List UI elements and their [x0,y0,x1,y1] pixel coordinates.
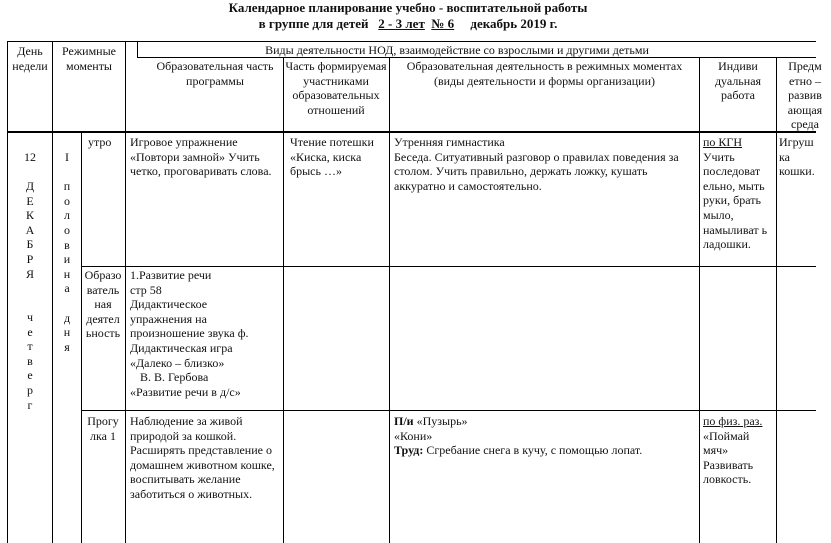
day-weekday-letters [8,310,52,412]
weekday-letter: р [27,382,33,397]
walk-individual [703,414,775,487]
edu-activity-line: 1.Развитие речи [130,268,212,282]
header-individual: Индиви дуальная работа [714,59,762,103]
walk-game-text: «Пузырь» [416,414,468,428]
half-day-letter: и [63,252,71,267]
walk-work-label: Труд: [394,443,424,458]
walk-game-line [394,414,696,429]
half-day-letter: а [64,281,70,296]
walk-individual-text: «Поймай мяч» Развивать ловкость. [703,428,754,487]
weekday-letter: г [27,397,33,412]
half-day-letters [53,150,81,354]
walk-work-line [394,443,696,458]
regime-walk: Прогу лка 1 [87,414,119,443]
weekday-letter: е [27,324,33,339]
walk-edu-part: Наблюдение за живой природой за кошкой. Расширять представление о домашнем животном кошке, воспитывать желание заботиться о животных. [130,414,275,501]
month-letter: А [25,222,35,237]
doc-title: Календарное планирование учебно - воспитательной работы [228,0,588,15]
walk-game-text2: «Кони» [394,428,433,443]
header-edu-regime-sub: (виды деятельности и формы организации) [433,73,656,88]
walk-edu-regime [394,414,696,458]
header-part-formed: Часть формируемая участниками образовательных отношений [285,59,387,117]
edu-activity-line: произношение звука ф. [130,326,249,341]
morning-edu-regime-text: Беседа. Ситуативный разговор о правилах поведения за столом. Учить правильно, держать ложку, кушать аккуратно и самостоятельно. [394,149,679,193]
edu-activity-line: В. В. Гербова [140,370,209,385]
half-day-letter: о [64,193,70,208]
day-date: 12 [24,150,36,164]
month-letter: К [25,208,34,223]
header-regime: Режимные моменты [62,44,116,73]
header-edu-regime [392,59,697,88]
half-day-letter [53,296,81,311]
group-prefix: в группе для детей [258,16,369,31]
morning-edu-regime [394,135,696,193]
morning-environment: Игруш ка кошки. [779,135,815,179]
morning-edu-regime-title: Утренняя гимнастика [394,135,505,149]
header-edu-part: Образовательная часть программы [156,59,274,88]
header-day: День недели [12,44,48,73]
half-day-letter: я [64,339,70,354]
group-number: № 6 [431,16,455,31]
header-environment: Предм етно – развив ающая среда [787,59,823,132]
morning-edu-part: Игровое упражнение «Повтори замной» Учить четко, проговаривать слова. [130,135,272,179]
morning-part-formed: Чтение потешки «Киска, киска брысь …» [290,135,374,179]
half-day-letter: л [64,208,70,223]
edu-activity-line: Дидактическое [130,297,208,312]
month-letter: Р [26,251,34,266]
regime-edu-activity: Образо ватель ная деятел ьность [84,268,122,341]
month-letter: Е [26,193,34,208]
regime-morning: утро [88,135,112,149]
doc-subtitle [0,16,816,31]
month-letter: Б [26,237,34,252]
day-month-letters [8,179,52,281]
walk-work-text: Сгребание снега в кучу, с помощью лопат. [426,443,643,458]
month-letter: Д [25,179,35,193]
header-edu-regime-title: Образовательная деятельность в режимных моментах [406,59,683,73]
edu-activity-line: Дидактическая игра [130,340,233,355]
half-day-letter [53,165,81,180]
header-activity-types: Виды деятельности НОД, взаимодействие со взрослыми и другими детьми [265,43,649,57]
month-letter: Я [25,266,34,281]
morning-individual-title: по КГН [703,135,743,149]
half-day-letter: I [65,150,69,164]
half-day-letter: д [63,310,71,325]
half-day-letter: н [63,266,71,281]
weekday-letter: ч [26,310,34,324]
half-day-letter: о [64,222,70,237]
morning-individual [703,135,775,252]
weekday-letter: т [27,339,33,354]
weekday-letter: в [27,353,33,368]
group-age: 2 - 3 лет [378,16,425,31]
edu-activity-line: «Развитие речи в д/с» [130,384,241,399]
edu-activity-line: упражнения на [130,311,207,326]
weekday-letter: е [27,368,33,383]
month-year: декабрь 2019 г. [470,16,558,31]
morning-individual-text: Учить последоват ельно, мыть руки, брать мыло, намыливат ь ладошки. [703,149,768,252]
walk-individual-title: по физ. раз. [703,414,763,428]
half-day-letter: н [63,325,71,340]
walk-game-label: П/и [394,414,414,428]
edu-activity-line: «Далеко – близко» [130,355,225,370]
edu-activity-line: стр 58 [130,282,162,297]
half-day-letter: в [64,237,70,252]
half-day-letter: п [63,179,71,194]
edu-activity-content [130,268,282,399]
